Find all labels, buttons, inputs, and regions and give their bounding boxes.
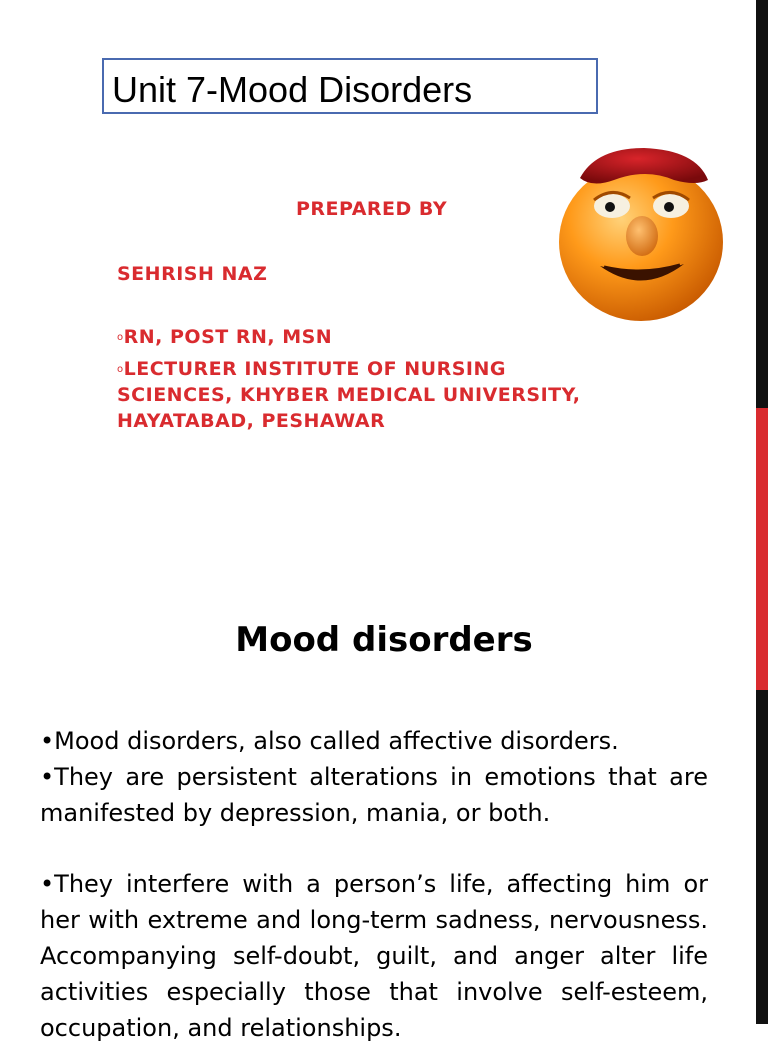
credential-text-line: SCIENCES, KHYBER MEDICAL UNIVERSITY, xyxy=(117,384,581,406)
credential-item xyxy=(117,324,332,351)
prepared-by-label: PREPARED BY xyxy=(296,198,448,220)
slide-title: Unit 7-Mood Disorders xyxy=(112,69,473,110)
bullet-paragraph: •Mood disorders, also called affective disorders. xyxy=(40,727,619,755)
bullet-marker: o xyxy=(117,332,124,343)
credential-item xyxy=(117,356,506,383)
cartoon-face-icon xyxy=(556,146,726,324)
title-box xyxy=(102,58,598,114)
section-heading: Mood disorders xyxy=(235,620,533,660)
bullet-paragraph: •They interfere with a person’s life, affecting him or her with extreme and long-term sadness, nervousness. Accompanying self-doubt, guilt, and anger alter life activities especially those that involve self-esteem, occupation, and relationships. xyxy=(40,870,708,1042)
credential-text: RN, POST RN, MSN xyxy=(123,326,333,348)
credential-text: LECTURER INSTITUTE OF NURSING xyxy=(123,358,506,380)
credential-text-line: HAYATABAD, PESHAWAR xyxy=(117,410,386,432)
bullet-paragraph: •They are persistent alterations in emotions that are manifested by depression, mania, or both. xyxy=(40,763,708,827)
bullet-marker: o xyxy=(117,364,124,375)
author-name: SEHRISH NAZ xyxy=(117,263,268,285)
